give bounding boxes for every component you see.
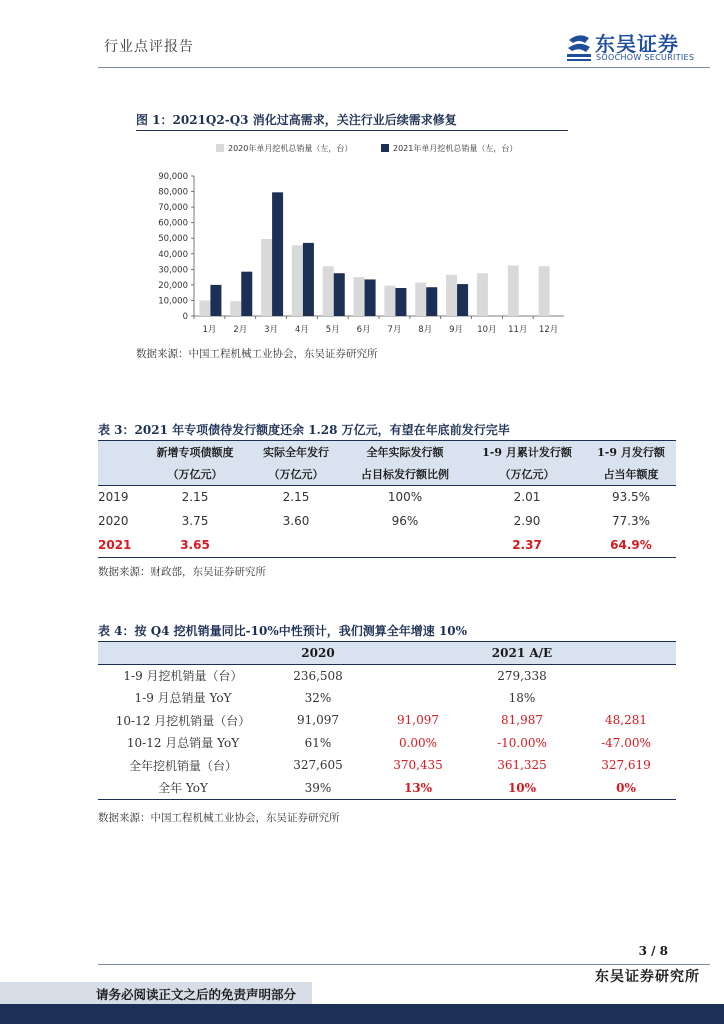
table-cell: -47.00% (601, 735, 651, 750)
table3-title: 表 3：2021 年专项债待发行额度还余 1.28 万亿元，有望在年底前发行完毕 (98, 423, 510, 437)
legend-label-2021: 2021年单月挖机总销量（左，台） (393, 144, 518, 153)
table-cell (576, 687, 676, 710)
row-label: 1-9 月总销量 YoY (134, 691, 232, 706)
logo-name-en: SOOCHOW SECURITIES (596, 53, 695, 62)
report-type-label: 行业点评报告 (104, 39, 194, 55)
table-cell: 2020 (98, 514, 129, 528)
x-tick-label: 11月 (508, 325, 528, 335)
row-label: 10-12 月挖机销量（台） (115, 713, 251, 728)
bar-2021-2 (241, 272, 252, 316)
footer-divider (98, 964, 710, 965)
table-row (98, 709, 676, 732)
table-cell: 39% (304, 780, 332, 795)
table-row (98, 664, 676, 687)
table-cell: 64.9% (610, 537, 652, 552)
table-cell (250, 533, 342, 557)
table-cell: 0% (616, 780, 636, 795)
bar-2020-2 (230, 301, 241, 316)
table3-source: 数据来源：财政部，东吴证券研究所 (98, 566, 266, 578)
table-cell: 327,605 (293, 758, 343, 773)
bar-2021-8 (426, 287, 437, 316)
table-cell: 2.37 (512, 537, 542, 552)
page-number: 3 / 8 (638, 944, 668, 958)
table4-header-cell (98, 642, 268, 664)
table3-header-cell: 新增专项债额度 (140, 441, 250, 463)
bar-2020-8 (415, 283, 426, 316)
table4-header-cell: 2021 A/E (368, 642, 676, 664)
disclaimer-text: 请务必阅读正文之后的免责声明部分 (96, 987, 297, 1002)
table-cell: 3.60 (282, 514, 310, 528)
table-cell: 32% (304, 690, 332, 705)
bar-2021-9 (457, 284, 468, 316)
table3-header-row (98, 463, 676, 485)
table-cell: 327,619 (601, 758, 651, 773)
bottom-band (0, 1004, 724, 1024)
x-tick-label: 8月 (418, 325, 433, 335)
table-row (98, 732, 676, 755)
bar-2021-3 (272, 192, 283, 316)
table3-header-cell: 占当年额度 (586, 463, 676, 485)
table-cell: 361,325 (497, 758, 547, 773)
y-tick-label: 20,000 (158, 280, 188, 291)
bar-2020-9 (446, 275, 457, 316)
x-tick-label: 1月 (202, 325, 217, 335)
table3-header-cell: 实际全年发行 (250, 441, 342, 463)
x-tick-label: 5月 (325, 325, 340, 335)
bar-2021-6 (365, 279, 376, 316)
table4-header-row (98, 642, 676, 664)
table3-header-cell (98, 441, 140, 463)
table-cell: 2.15 (282, 490, 310, 505)
table3-header-cell: 1-9 月发行额 (586, 441, 676, 463)
table-row (98, 485, 676, 509)
table4-source: 数据来源：中国工程机械工业协会，东吴证券研究所 (98, 812, 340, 824)
bar-2021-1 (210, 285, 221, 316)
table-cell (368, 664, 468, 687)
table4-title: 表 4：按 Q4 挖机销量同比-10%中性预计，我们测算全年增速 10% (98, 624, 468, 638)
bar-2021-5 (334, 273, 345, 316)
y-tick-label: 90,000 (158, 172, 188, 182)
bar-2020-12 (539, 266, 550, 316)
logo-name-cn: 东吴证券 (595, 32, 679, 56)
table-cell (576, 664, 676, 687)
table-row (98, 687, 676, 710)
bar-2020-6 (354, 277, 365, 316)
chart-legend (216, 143, 517, 154)
table-cell: 2.15 (181, 490, 209, 505)
row-label: 1-9 月挖机销量（台） (123, 669, 243, 683)
figure1-title-rule (136, 130, 568, 131)
table-row (98, 777, 676, 800)
table-cell: 3.75 (181, 514, 209, 528)
table-cell: 370,435 (393, 758, 443, 773)
excavator-sales-forecast-table (98, 642, 676, 800)
figure1-title: 图 1：2021Q2-Q3 消化过高需求，关注行业后续需求修复 (136, 113, 457, 127)
table-cell: 279,338 (497, 668, 547, 683)
table-cell: 236,508 (293, 668, 343, 683)
y-tick-label: 40,000 (158, 249, 188, 260)
table3-header-cell: （万亿元） (140, 463, 250, 485)
figure1-source: 数据来源：中国工程机械工业协会，东吴证券研究所 (136, 348, 378, 360)
header-divider (98, 67, 710, 68)
x-tick-label: 7月 (387, 325, 402, 335)
y-tick-label: 0 (182, 312, 188, 322)
table-cell: 91,097 (297, 713, 339, 728)
row-label: 全年 YoY (158, 781, 208, 795)
table-cell: 2021 (98, 537, 132, 552)
table3-header-row (98, 441, 676, 463)
table-cell: 48,281 (605, 713, 647, 728)
table-cell: 2.01 (513, 490, 541, 505)
legend-swatch-2021 (381, 144, 389, 152)
company-logo (565, 28, 715, 68)
table-cell: 10% (507, 780, 537, 795)
table-cell: 81,987 (501, 713, 543, 728)
table-cell: 91,097 (397, 713, 439, 728)
x-tick-label: 12月 (538, 325, 559, 335)
x-tick-label: 6月 (356, 325, 371, 335)
legend-label-2020: 2020年单月挖机总销量（左，台） (228, 144, 353, 153)
y-tick-label: 60,000 (158, 218, 188, 229)
bar-2020-4 (292, 245, 303, 316)
x-tick-label: 10月 (477, 325, 497, 335)
table-cell: 18% (508, 690, 536, 705)
bar-2020-5 (323, 266, 334, 316)
row-label: 全年挖机销量（台） (128, 758, 237, 773)
table-cell: 77.3% (611, 514, 651, 528)
bar-2020-3 (261, 239, 272, 316)
table-row (98, 754, 676, 777)
row-label: 10-12 月总销量 YoY (126, 736, 240, 751)
x-tick-label: 2月 (233, 325, 248, 335)
table4-header-cell: 2020 (268, 642, 368, 664)
bar-2020-11 (508, 265, 519, 316)
table-cell: 61% (304, 735, 332, 750)
y-tick-label: 10,000 (158, 296, 188, 307)
table-cell: 3.65 (180, 537, 210, 552)
y-tick-label: 70,000 (158, 203, 188, 214)
y-tick-label: 50,000 (158, 234, 188, 245)
table-cell: -10.00% (497, 735, 547, 750)
x-tick-label: 4月 (294, 325, 309, 335)
table3-header-cell: （万亿元） (468, 463, 586, 485)
x-tick-label: 9月 (449, 325, 464, 335)
table-cell: 2.90 (513, 514, 541, 528)
logo-mark-icon (565, 30, 593, 64)
y-tick-label: 80,000 (158, 187, 188, 198)
table-cell (342, 533, 468, 557)
table3-header-cell: （万亿元） (250, 463, 342, 485)
table3-header-cell: 1-9 月累计发行额 (468, 441, 586, 463)
table3-header-cell: 占目标发行额比例 (342, 463, 468, 485)
table-cell: 13% (403, 780, 433, 795)
table-cell: 96% (391, 514, 419, 528)
table-cell: 100% (387, 490, 423, 505)
table-cell: 0.00% (398, 735, 438, 750)
table-cell (368, 687, 468, 710)
special-bond-table (98, 441, 676, 558)
bar-2021-7 (395, 288, 406, 316)
table3-header-cell: 全年实际发行额 (342, 441, 468, 463)
bar-2020-7 (384, 286, 395, 316)
table-row (98, 509, 676, 533)
x-tick-label: 3月 (264, 325, 279, 335)
y-tick-label: 30,000 (158, 265, 188, 276)
footer-org-name: 东吴证券研究所 (595, 969, 700, 985)
bar-2020-1 (199, 300, 210, 316)
bar-2020-10 (477, 273, 488, 316)
table-cell: 2019 (98, 490, 129, 505)
monthly-excavator-sales-chart (136, 136, 576, 342)
bar-2021-4 (303, 243, 314, 316)
table-row-highlight (98, 533, 676, 557)
legend-swatch-2020 (216, 144, 224, 152)
table-cell: 93.5% (611, 490, 651, 505)
table3-header-cell (98, 463, 140, 485)
